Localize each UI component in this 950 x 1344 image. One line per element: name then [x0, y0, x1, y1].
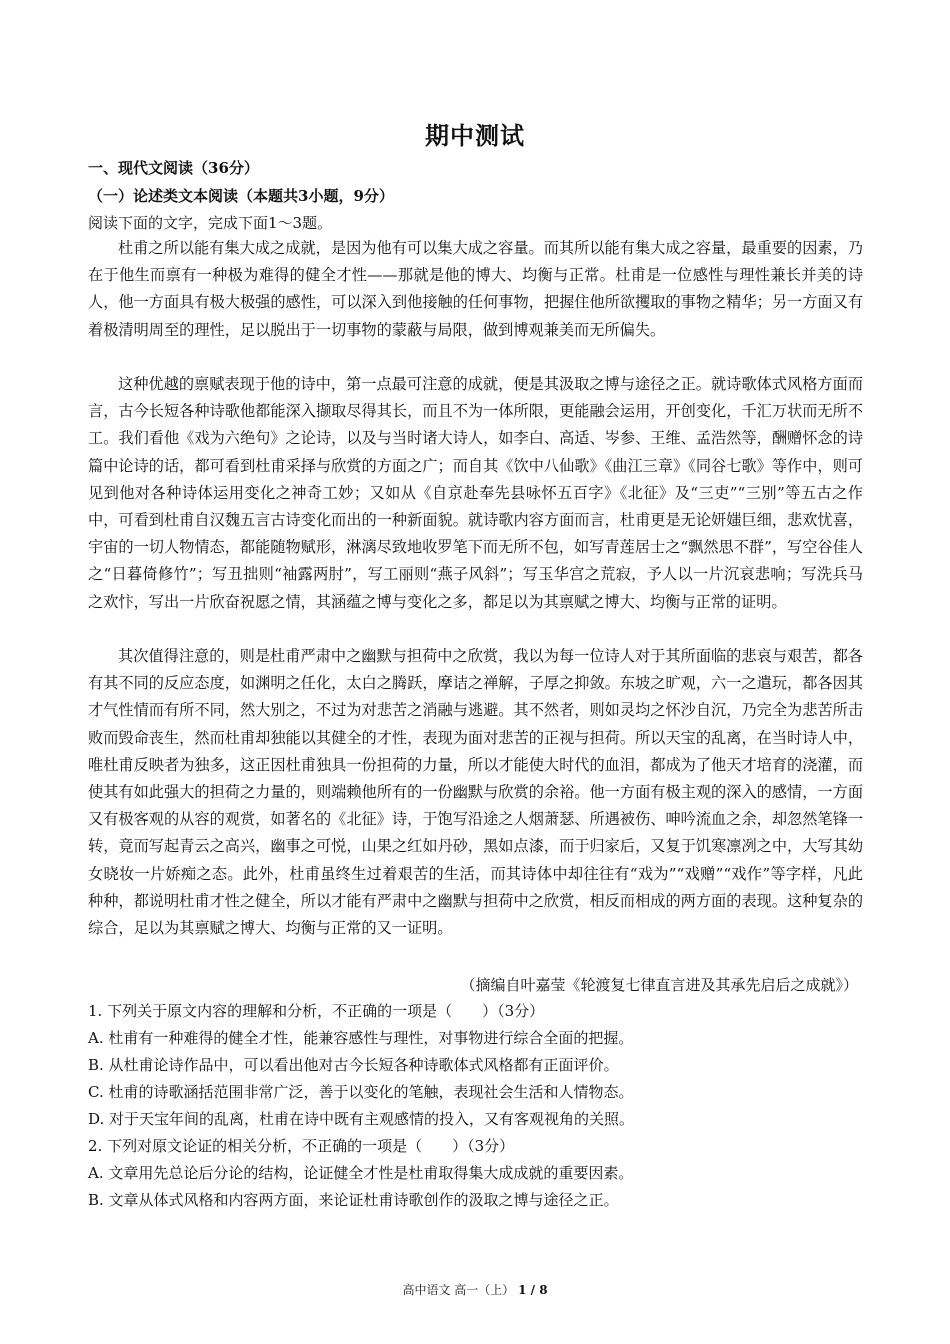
question-1-option-c: C. 杜甫的诗歌涵括范围非常广泛，善于以变化的笔触，表现社会生活和人情物态。 — [88, 1083, 634, 1101]
source-citation: （摘编自叶嘉莹《轮渡复七律直言进及其承先启后之成就》） — [460, 976, 858, 994]
question-1-option-d: D. 对于天宝年间的乱离，杜甫在诗中既有主观感情的投入，又有客观视角的关照。 — [88, 1110, 635, 1128]
paragraph-1: 杜甫之所以能有集大成之成就，是因为他有可以集大成之容量。而其所以能有集大成之容量，最重要的因素，乃在于他生而禀有一种极为难得的健全才性——那就是他的博大、均衡与正常。杜甫是一位感性与理性兼长并美的诗人，他一方面具有极大极强的感性，可以深入到他接触的任何事物，把握住他所欲攫取的事物之精华；另一方面又有着极清明周至的理性，足以脱出于一切事物的蒙蔽与局限，做到博观兼美而无所偏失。 — [88, 239, 863, 339]
section-heading: 一、现代文阅读（36分） — [88, 159, 259, 177]
reading-instruction: 阅读下面的文字，完成下面1～3题。 — [88, 214, 333, 232]
paragraph-2: 这种优越的禀赋表现于他的诗中，第一点最可注意的成就，便是其汲取之博与途径之正。就诗歌体式风格方面而言，古今长短各种诗歌他都能深入撷取尽得其长，而且不为一体所限，更能融会运用，开创变化，千汇万状而无所不工。我们看他《戏为六绝句》之论诗，以及与当时诸大诗人，如李白、高适、岑参、王维、孟浩然等，酬赠怀念的诗篇中论诗的话，都可看到杜甫采择与欣赏的方面之广；而自其《饮中八仙歌》《曲江三章》《同谷七歌》等作中，则可见到他对各种诗体运用变化之神奇工妙；又如从《自京赴奉先县咏怀五百字》《北征》及“三吏”“三别”等五古之作中，可看到杜甫自汉魏五言古诗变化而出的一种新面貌。就诗歌内容方面而言，杜甫更是无论妍媸巨细，悲欢忧喜，宇宙的一切人物情态，都能随物赋形，淋漓尽致地收罗笔下而无所不包，如写青莲居士之“飘然思不群”，写空谷佳人之“日暮倚修竹”；写丑拙则“袖露两肘”，写工丽则“燕子风斜”；写玉华宫之荒寂，予人以一片沉哀悲响；写洗兵马之欢忭，写出一片欣奋祝愿之情，其涵蕴之博与变化之多，都足以为其禀赋之博大、均衡与正常的证明。 — [88, 375, 863, 611]
question-1-option-b: B. 从杜甫论诗作品中，可以看出他对古今长短各种诗歌体式风格都有正面评价。 — [88, 1056, 619, 1074]
subsection-heading: （一）论述类文本阅读（本题共3小题，9分） — [88, 187, 394, 205]
page-title: 期中测试 — [425, 121, 525, 150]
paragraph-3: 其次值得注意的，则是杜甫严肃中之幽默与担荷中之欣赏，我以为每一位诗人对于其所面临的悲哀与艰苦，都各有其不同的反应态度，如渊明之任化，太白之腾跃，摩诘之禅解，子厚之抑敛。东坡之旷观，六一之遣玩，都各因其才气性情而有所不同，然大别之，不过为对悲苦之消融与逃避。其不然者，则如灵均之怀沙自沉，乃完全为悲苦所击败而毁命丧生，然而杜甫却独能以其健全的才性，表现为面对悲苦的正视与担荷。所以天宝的乱离，在当时诗人中，唯杜甫反映者为独多，这正因杜甫独具一份担荷的力量，所以才能使大时代的血泪，都成为了他天才培育的浇灌，而使其有如此强大的担荷之力量的，则端赖他所有的一份幽默与欣赏的余裕。他一方面有极主观的深入的感情，一方面又有极客观的从容的观赏，如著名的《北征》诗，于饱写沿途之人烟萧瑟、所遇被伤、呻吟流血之余，却忽然笔锋一转，竟而写起青云之高兴，幽事之可悦，山果之红如丹砂，黑如点漆，而于归家后，又复于饥寒凛冽之中，大写其幼女晓妆一片娇痴之态。此外，杜甫虽终生过着艰苦的生活，而其诗体中却往往有“戏为”“戏赠”“戏作”等字样，凡此种种，都说明杜甫才性之健全，所以才能有严肃中之幽默与担荷中之欣赏，相反而相成的两方面的表现。这种复杂的综合，足以为其禀赋之博大、均衡与正常的又一证明。 — [88, 647, 863, 938]
page-number: 1 / 8 — [518, 1283, 548, 1297]
footer-text: 高中语文 高一（上） — [402, 1283, 515, 1297]
question-1-option-a: A. 杜甫有一种难得的健全才性，能兼容感性与理性，对事物进行综合全面的把握。 — [88, 1029, 634, 1047]
page-footer — [0, 1281, 950, 1298]
question-2-option-a: A. 文章用先总论后分论的结构，论证健全才性是杜甫取得集大成成就的重要因素。 — [88, 1164, 634, 1182]
question-2-stem: 2. 下列对原文论证的相关分析，不正确的一项是（ ）（3分） — [88, 1137, 515, 1155]
question-1-stem: 1. 下列关于原文内容的理解和分析，不正确的一项是（ ）（3分） — [88, 1002, 545, 1020]
question-2-option-b: B. 文章从体式风格和内容两方面，来论证杜甫诗歌创作的汲取之博与途径之正。 — [88, 1191, 619, 1209]
